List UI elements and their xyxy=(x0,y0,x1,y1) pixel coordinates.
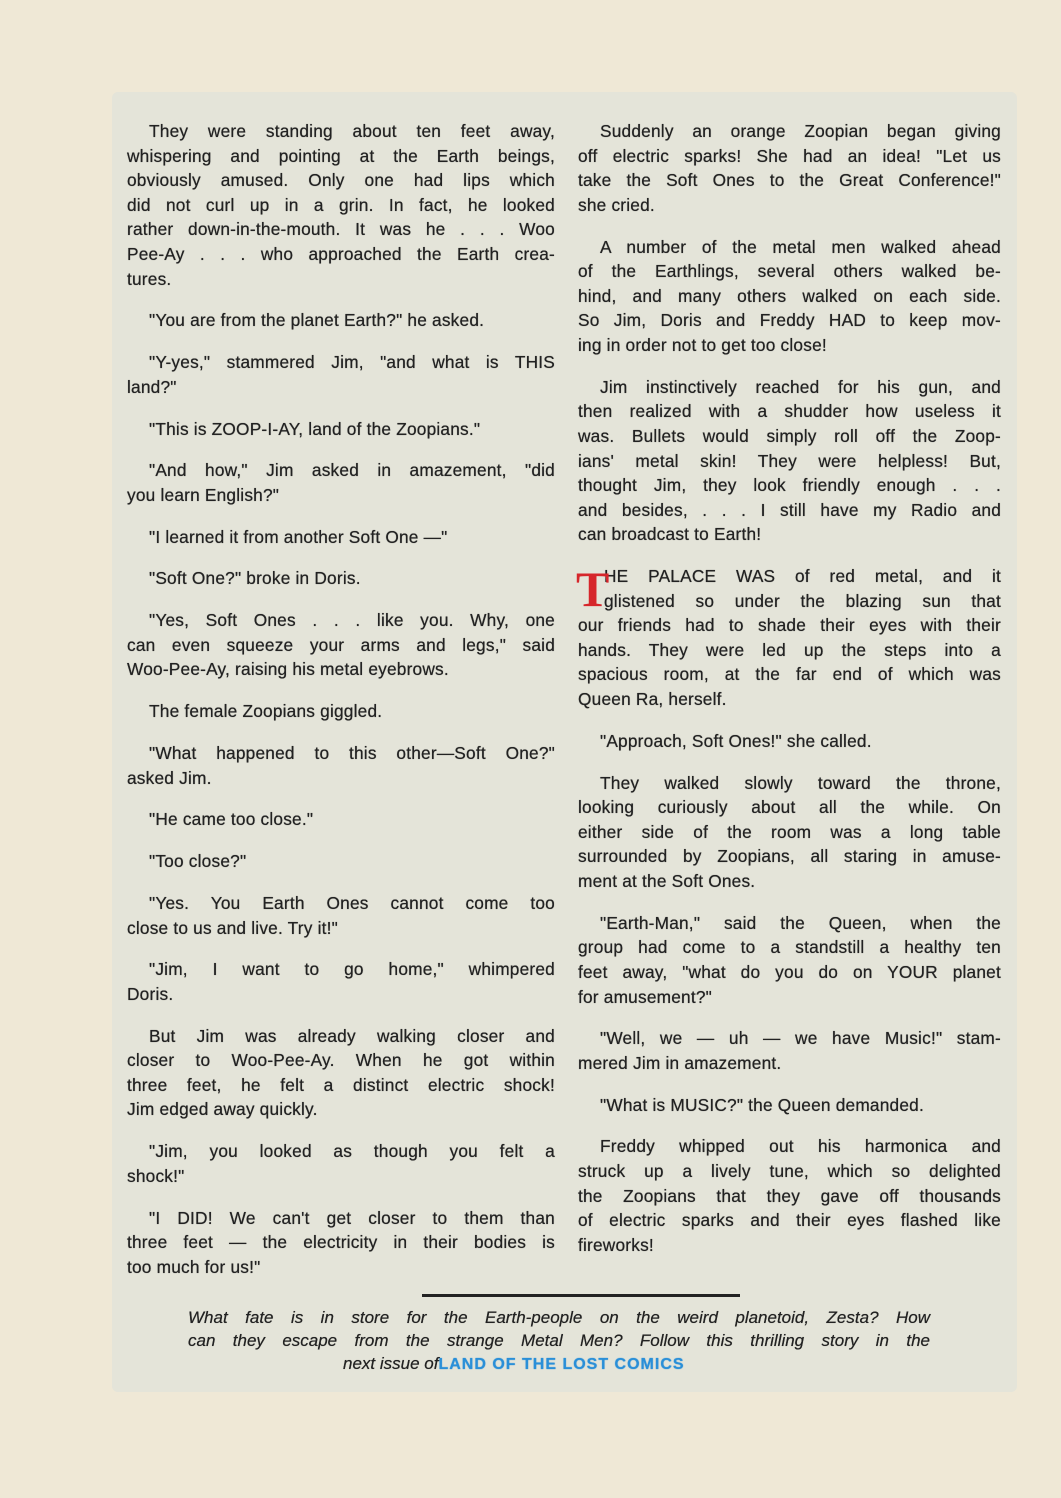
text-line: closer to Woo-Pee-Ay. When he got within xyxy=(127,1050,555,1071)
text-line: then realized with a shudder how useless it xyxy=(578,401,1001,422)
text-line: "He came too close." xyxy=(149,809,314,830)
paragraph xyxy=(127,608,555,682)
text-line: whispering and pointing at the Earth beings, xyxy=(127,145,555,166)
text-line: Jim edged away quickly. xyxy=(127,1099,318,1120)
text-line: "Well, we — uh — we have Music!" stam- xyxy=(600,1028,1001,1049)
text-line: take the Soft Ones to the Great Conference!" xyxy=(578,170,1001,191)
text-line: The female Zoopians giggled. xyxy=(149,701,383,722)
text-line: "Yes, Soft Ones . . . like you. Why, one xyxy=(149,610,555,631)
paragraph xyxy=(127,891,555,940)
text-line: They were standing about ten feet away, xyxy=(149,121,555,141)
text-line: Freddy whipped out his harmonica and xyxy=(600,1136,1001,1157)
teaser-line xyxy=(188,1352,930,1376)
text-line: "Earth-Man," said the Queen, when the xyxy=(600,912,1001,933)
text-line: ment at the Soft Ones. xyxy=(578,870,756,891)
text-line: thought Jim, they look friendly enough . . . xyxy=(578,475,1001,496)
text-line: "Soft One?" broke in Doris. xyxy=(149,568,361,589)
text-line: of the Earthlings, several others walked be- xyxy=(578,261,1001,282)
paragraph xyxy=(578,911,1001,1009)
paragraph xyxy=(127,1139,555,1188)
text-line: shock!" xyxy=(127,1165,185,1186)
divider-rule xyxy=(422,1294,740,1297)
text-line: can broadcast to Earth! xyxy=(578,524,762,545)
comic-title-logo: LAND OF THE LOST COMICS xyxy=(438,1356,685,1373)
text-line: mered Jim in amazement. xyxy=(578,1052,782,1073)
paragraph xyxy=(578,771,1001,894)
text-line: hind, and many others walked on each side. xyxy=(578,285,1001,306)
paragraph xyxy=(578,235,1001,358)
text-line: Doris. xyxy=(127,983,174,1004)
text-line: "Jim, I want to go home," whimpered xyxy=(149,959,555,980)
teaser-text: next issue of xyxy=(343,1354,439,1373)
text-line: rather down-in-the-mouth. It was he . . . Woo xyxy=(127,219,555,240)
paragraph xyxy=(127,1024,555,1122)
paragraph xyxy=(578,729,1001,754)
paragraph xyxy=(127,350,555,399)
text-line: tures. xyxy=(127,268,172,289)
paragraph xyxy=(127,807,555,832)
text-line: spacious room, at the far end of which was xyxy=(578,664,1001,685)
text-line: was. Bullets would simply roll off the Zoop- xyxy=(578,425,1001,446)
text-line: either side of the room was a long table xyxy=(578,821,1001,842)
text-line: land?" xyxy=(127,376,177,397)
paragraph xyxy=(127,119,555,291)
paragraph xyxy=(127,699,555,724)
text-line: struck up a lively tune, which so delighted xyxy=(578,1161,1001,1182)
text-line: our friends had to shade their eyes with their xyxy=(578,615,1001,636)
text-line: ians' metal skin! They were helpless! But, xyxy=(578,450,1001,471)
drop-cap: T xyxy=(576,561,610,618)
paragraph xyxy=(576,561,1001,712)
paragraph xyxy=(578,1134,1001,1257)
text-line: asked Jim. xyxy=(127,767,212,788)
text-line: "I DID! We can't get closer to them than xyxy=(149,1207,555,1228)
text-line: "You are from the planet Earth?" he asked. xyxy=(149,310,485,331)
text-line: of electric sparks and their eyes flashed like xyxy=(578,1210,1001,1231)
paragraph xyxy=(578,1093,1001,1118)
text-line: "Too close?" xyxy=(149,851,247,872)
paragraph xyxy=(578,375,1001,547)
text-line: too much for us!" xyxy=(127,1256,261,1277)
text-line: looking curiously about all the while. On xyxy=(578,797,1001,818)
text-line: feet away, "what do you do on YOUR planet xyxy=(578,961,1001,982)
text-line: HE PALACE WAS of red metal, and it xyxy=(604,566,1001,587)
text-line: They walked slowly toward the throne, xyxy=(600,772,1001,793)
text-line: obviously amused. Only one had lips which xyxy=(127,170,555,191)
text-line: "I learned it from another Soft One —" xyxy=(149,526,448,547)
paragraph xyxy=(578,119,1001,217)
text-line: But Jim was already walking closer and xyxy=(149,1025,555,1046)
text-line: did not curl up in a grin. In fact, he looked xyxy=(127,194,555,215)
paragraph xyxy=(127,957,555,1006)
text-line: "What is MUSIC?" the Queen demanded. xyxy=(600,1094,924,1115)
paragraph xyxy=(127,308,555,333)
paragraph xyxy=(127,525,555,550)
text-line: the Zoopians that they gave off thousands xyxy=(578,1185,1001,1206)
text-line: "Jim, you looked as though you felt a xyxy=(149,1141,555,1162)
paragraph xyxy=(127,741,555,790)
text-line: off electric sparks! She had an idea! "Let us xyxy=(578,145,1001,166)
text-line: Queen Ra, herself. xyxy=(578,689,727,710)
text-line: "Approach, Soft Ones!" she called. xyxy=(600,730,872,751)
teaser-line: can they escape from the strange Metal Men? Follow this thrilling story in the xyxy=(188,1331,930,1350)
text-line: close to us and live. Try it!" xyxy=(127,917,338,938)
text-line: "And how," Jim asked in amazement, "did xyxy=(149,460,555,481)
text-line: fireworks! xyxy=(578,1234,654,1255)
next-issue-teaser xyxy=(188,1306,930,1376)
paragraph xyxy=(127,1206,555,1280)
text-line: group had come to a standstill a healthy ten xyxy=(578,937,1001,958)
text-line: glistened so under the blazing sun that xyxy=(604,590,1001,611)
text-line: A number of the metal men walked ahead xyxy=(600,236,1001,257)
text-line: hands. They were led up the steps into a xyxy=(578,639,1001,660)
left-text-column xyxy=(127,119,555,1297)
paragraph xyxy=(127,458,555,507)
text-line: Pee-Ay . . . who approached the Earth crea- xyxy=(127,243,555,264)
text-line: "Y-yes," stammered Jim, "and what is THIS xyxy=(149,352,555,373)
text-line: can even squeeze your arms and legs," said xyxy=(127,634,555,655)
teaser-line: What fate is in store for the Earth-people on the weird planetoid, Zesta? How xyxy=(188,1308,930,1327)
paragraph xyxy=(127,417,555,442)
text-line: Suddenly an orange Zoopian began giving xyxy=(600,121,1001,141)
text-line: "This is ZOOP-I-AY, land of the Zoopians." xyxy=(149,418,481,439)
text-line: you learn English?" xyxy=(127,484,280,505)
right-text-column xyxy=(578,119,1001,1275)
text-line: Woo-Pee-Ay, raising his metal eyebrows. xyxy=(127,659,449,680)
text-line: surrounded by Zoopians, all staring in amuse- xyxy=(578,846,1001,867)
text-line: Jim instinctively reached for his gun, and xyxy=(600,376,1001,397)
text-line: three feet — the electricity in their bodies is xyxy=(127,1232,555,1253)
text-line: she cried. xyxy=(578,194,655,215)
text-line: three feet, he felt a distinct electric shock! xyxy=(127,1074,555,1095)
text-line: "Yes. You Earth Ones cannot come too xyxy=(149,892,555,913)
text-line: "What happened to this other—Soft One?" xyxy=(149,742,555,763)
text-line: So Jim, Doris and Freddy HAD to keep mov- xyxy=(578,310,1001,331)
text-line: ing in order not to get too close! xyxy=(578,334,827,355)
paragraph xyxy=(127,566,555,591)
text-line: for amusement?" xyxy=(578,986,713,1007)
paragraph xyxy=(127,849,555,874)
paragraph xyxy=(578,1026,1001,1075)
text-line: and besides, . . . I still have my Radio and xyxy=(578,499,1001,520)
